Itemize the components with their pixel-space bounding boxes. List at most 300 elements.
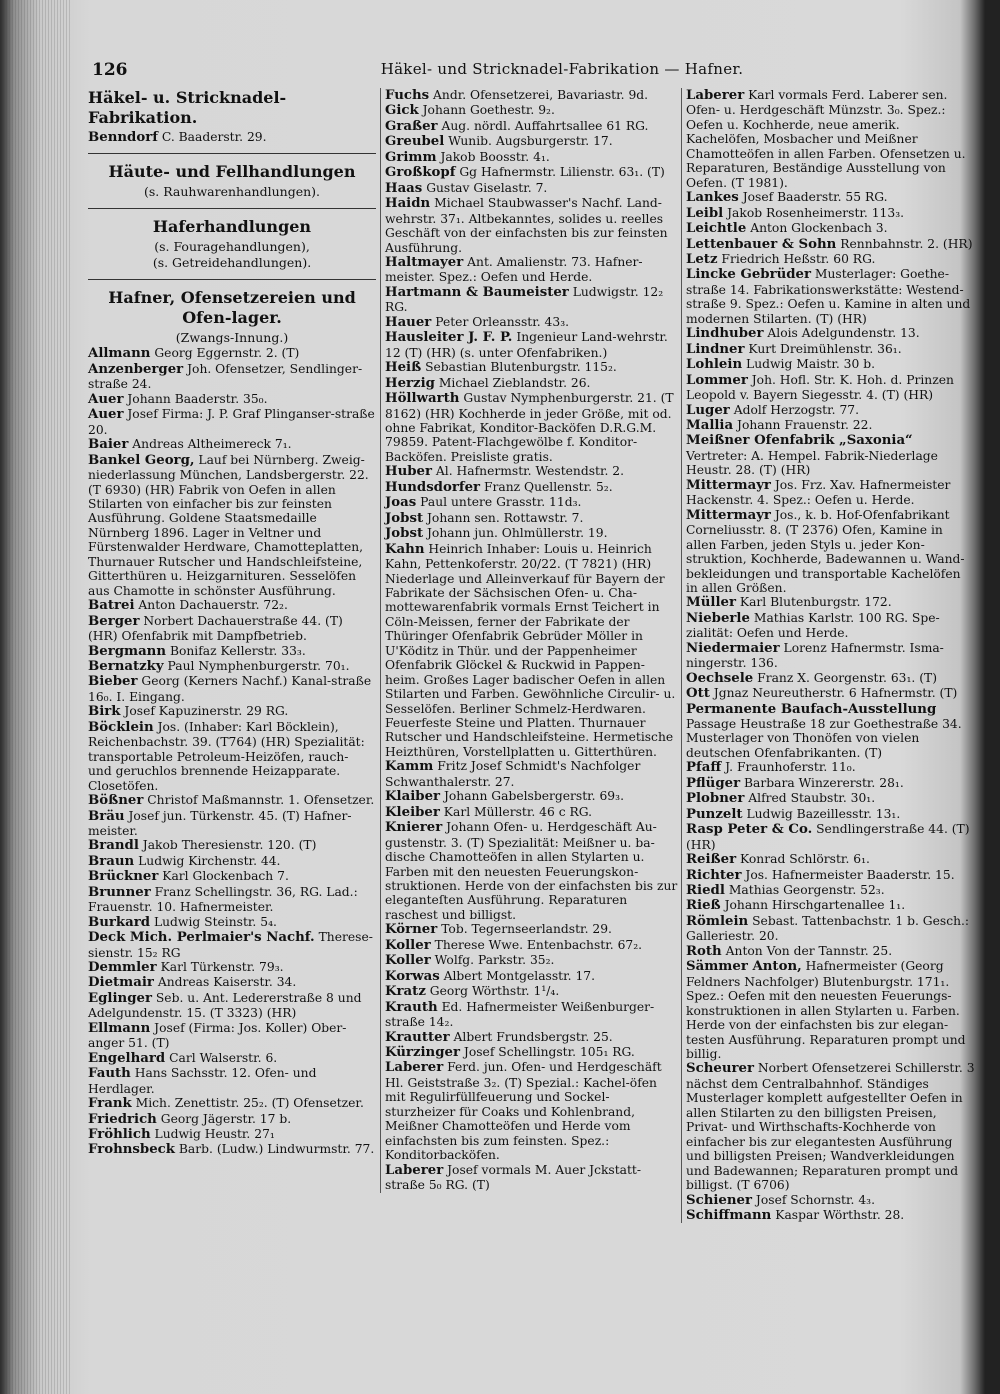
entry-name: Leichtle: [686, 221, 747, 237]
entry-name: Bräu: [88, 808, 125, 824]
directory-entry: [385, 196, 679, 255]
entry-details: Carl Walserstr. 6.: [165, 1050, 278, 1065]
entry-name: Meißner Ofenfabrik „Saxonia“: [686, 433, 913, 449]
entry-details: Andr. Ofensetzerei, Bavariastr. 9d.: [429, 88, 649, 102]
directory-entry: [385, 103, 679, 118]
entry-details: Karl Müllerstr. 46 c RG.: [439, 804, 593, 819]
entry-details: Mathias Karlstr. 100 RG. Spe-zialität: Oefen und Herde.: [686, 610, 940, 641]
entry-name: Brunner: [88, 884, 151, 900]
directory-entry: [385, 255, 679, 285]
entry-name: Korwas: [385, 968, 440, 984]
entry-name: Hundsdorfer: [385, 479, 481, 495]
entry-name: Koller: [385, 937, 431, 953]
section-crossref: (s. Rauhwarenhandlungen).: [143, 184, 321, 200]
directory-entry: [385, 805, 679, 820]
entry-name: Benndorf: [88, 130, 158, 145]
entry-name: Ott: [686, 686, 710, 702]
entry-details: J. Fraunhoferstr. 11₀.: [721, 760, 856, 775]
directory-entry: [88, 1021, 376, 1051]
directory-entry: [686, 206, 976, 221]
entry-name: Rasp Peter & Co.: [686, 822, 813, 838]
entry-name: Frohnsbeck: [88, 1142, 175, 1158]
entry-name: Lommer: [686, 372, 748, 388]
entry-list: [686, 88, 976, 1223]
entry-details: Paul untere Grasstr. 11d₃.: [416, 495, 582, 510]
directory-entry: [686, 883, 976, 898]
section-note: (Zwangs-Innung.): [175, 330, 289, 346]
directory-entry: [385, 315, 679, 330]
section-title-haekel: Häkel- u. Stricknadel-Fabrikation.: [88, 88, 287, 127]
entry-details: Jakob Rosenheimerstr. 113₃.: [723, 205, 905, 220]
directory-entry: [686, 898, 976, 913]
directory-entry: [88, 838, 376, 853]
directory-entry: [385, 391, 679, 464]
running-head: Häkel- und Stricknadel-Fabrikation — Hafner.: [380, 60, 744, 78]
entry-name: Engelhard: [88, 1050, 166, 1066]
entry-name: Niedermaier: [686, 640, 780, 656]
entry-details: Franz Schellingstr. 36, RG. Lad.: Frauenstr. 10. Hafnermeister.: [88, 884, 358, 915]
entry-details: Andreas Kaiserstr. 34.: [153, 975, 297, 990]
directory-entry: [385, 330, 679, 360]
entry-name: Jobst: [385, 526, 424, 542]
entry-details: Sendlingerstraße 44. (T) (HR): [686, 822, 970, 852]
entry-details: Paul Nymphenburgerstr. 70₁.: [163, 658, 350, 673]
directory-entry: [686, 433, 976, 477]
entry-name: Haltmayer: [385, 254, 464, 270]
directory-entry: [385, 1045, 679, 1060]
directory-entry: [88, 1142, 376, 1157]
entry-name: Greubel: [385, 134, 445, 150]
entry-name: Punzelt: [686, 806, 743, 822]
entry-details: Karl vormals Ferd. Laberer sen. Ofen- u. Herdgeschäft Münzstr. 3₀. Spez.: Oefen u. Kochherde, neue amerik. Kachelöfen, Mosbacher und Meißner Chamotteöfen in allen Farben. Ofensetzen u. Reparaturen, Beständige Ausstellung von Oefen. (T 1981).: [686, 88, 966, 190]
entry-name: Laberer: [686, 88, 745, 103]
directory-entry: [385, 1000, 679, 1030]
entry-details: Peter Orleansstr. 43₃.: [431, 314, 570, 329]
directory-entry: [686, 357, 976, 372]
entry-details: Mich. Zenettistr. 25₂. (T) Ofensetzer.: [131, 1096, 364, 1111]
section-title-hafer: Haferhandlungen: [152, 217, 312, 237]
entry-details: Musterlager: Goethe-straße 14. Fabrikationswerkstätte: Westend-straße 9. Spez.: Oefen u. Kamine in alten und modernen Stilarten. (T) (HR): [686, 267, 971, 326]
directory-entry: [686, 868, 976, 883]
entry-details: Ingenieur Land-wehrstr. 12 (T) (HR) (s. unter Ofenfabriken.): [385, 330, 668, 360]
directory-entry: [686, 508, 976, 596]
entry-details: Jos. (Inhaber: Karl Böcklein), Reichenbachstr. 39. (T764) (HR) Spezialität: transportable Petroleum-Heizöfen, rauch- und geruchlos brennende Heizapparate. Closetöfen.: [88, 719, 365, 793]
directory-entry: [686, 776, 976, 791]
entry-details: Ludwig Bazeillesstr. 13₁.: [742, 806, 901, 821]
entry-details: Josef Schornstr. 4₃.: [752, 1192, 875, 1207]
entry-name: Bernatzky: [88, 658, 164, 674]
entry-name: Heiß: [385, 360, 422, 376]
entry-details: Jgnaz Neureutherstr. 6 Hafnermstr. (T): [709, 686, 958, 701]
entry-name: Lohlein: [686, 357, 743, 373]
entry-details: Josef Firma: J. P. Graf Plinganser-straße 20.: [88, 407, 375, 437]
entry-name: Haas: [385, 180, 423, 196]
entry-name: Kratz: [385, 984, 426, 1000]
entry-details: Josef Schellingstr. 105₁ RG.: [459, 1045, 635, 1059]
entry-name: Letz: [686, 251, 718, 267]
entry-name: Riedl: [686, 883, 725, 899]
entry-name: Plobner: [686, 791, 745, 807]
book-spine: [0, 0, 70, 1394]
entry-details: Gg Hafnermstr. Lilienstr. 63₁. (T): [455, 165, 665, 180]
entry-details: Johann Gabelsbergerstr. 69₃.: [440, 789, 624, 804]
entry-details: Wunib. Augsburgerstr. 17.: [444, 134, 613, 149]
directory-entry: [686, 237, 976, 252]
entry-details: Bonifaz Kellerstr. 33₃.: [166, 643, 306, 658]
entry-details: Franz X. Georgenstr. 63₁. (T): [753, 670, 938, 685]
directory-entry: [686, 190, 976, 205]
section-crossref: (s. Fouragehandlungen),: [154, 239, 310, 255]
entry-details: Johann sen. Rottawstr. 7.: [423, 510, 584, 525]
divider: [88, 279, 376, 280]
directory-entry: [686, 822, 976, 852]
entry-name: Leibl: [686, 205, 724, 221]
entry-details: Franz Quellenstr. 5₂.: [480, 479, 613, 494]
entry-name: Dietmair: [88, 975, 154, 991]
directory-entry: [686, 944, 976, 959]
directory-entry: [88, 659, 376, 674]
entry-name: Eglinger: [88, 990, 152, 1006]
entry-details: Heinrich Inhaber: Louis u. Heinrich Kahn, Pettenkoferstr. 20/22. (T 7821) (HR) Niederlage und Alleinverkauf für Bayern der Fabrikate der Sächsischen Ofen- u. Cha-mottewarenfabrik vormals Ernst Teichert in Cöln-Meissen, ferner der Fabrikate der Thüringer Ofenfabrik Gebrüder Möller in U'Köditz in Thür. und der Pappenheimer Ofenfabrik Glöckel & Ruckwid in Pappen-heim. Großes Lager badischer Oefen in allen Stilarten und Farben. Gewöhnliche Circulir- u. Sesselöfen. Berliner Schmelz-Herdwaren. Feuerfeste Steine und Platten. Thurnauer Rutscher und Handschleifsteine. Hermetische Heizthüren, Vorstellplatten u. Gitterthüren.: [385, 541, 676, 759]
entry-name: Haidn: [385, 196, 431, 212]
entry-name: Sämmer Anton,: [686, 959, 802, 975]
entry-name: Schiffmann: [686, 1207, 772, 1223]
directory-entry: [686, 326, 976, 341]
entry-details: Alfred Staubstr. 30₁.: [744, 791, 876, 806]
entry-name: Scheurer: [686, 1061, 754, 1077]
entry-details: Anton Von der Tannstr. 25.: [721, 943, 893, 958]
directory-entry: [385, 542, 679, 760]
directory-entry: [88, 453, 376, 599]
entry-name: Rieß: [686, 898, 721, 914]
entry-name: Lindner: [686, 341, 745, 357]
page-header: [92, 60, 972, 86]
entry-name: Großkopf: [385, 165, 456, 181]
section-entries-haekel: [88, 130, 376, 145]
directory-entry: [88, 991, 376, 1021]
entry-details: Karl Türkenstr. 79₃.: [156, 960, 284, 975]
entry-details: Sebast. Tattenbachstr. 1 b. Gesch.: Galleriestr. 20.: [686, 913, 970, 944]
entry-name: Hausleiter J. F. P.: [385, 330, 513, 346]
directory-entry: [385, 1030, 679, 1045]
entry-details: Michael Zieblandstr. 26.: [434, 375, 591, 390]
section-title-haeute: Häute- und Fellhandlungen: [108, 162, 356, 182]
entry-name: Anzenberger: [88, 361, 184, 377]
directory-entry: [88, 674, 376, 704]
directory-entry: [88, 362, 376, 392]
entry-details: Anton Dachauerstr. 72₂.: [134, 598, 288, 613]
directory-entry: [88, 915, 376, 930]
entry-details: Georg Eggernstr. 2. (T): [150, 346, 300, 361]
entry-name: Fuchs: [385, 88, 430, 103]
directory-entry: [88, 598, 376, 613]
directory-entry: [385, 953, 679, 968]
entry-details: Josef Baaderstr. 55 RG.: [738, 190, 888, 205]
entry-details: Josef vormals M. Auer Jckstatt-straße 5₀ RG. (T): [385, 1162, 642, 1193]
entry-details: Friedrich Heßstr. 60 RG.: [717, 251, 876, 266]
directory-entry: [686, 914, 976, 944]
divider: [88, 208, 376, 209]
entry-name: Huber: [385, 464, 432, 480]
entry-details: Jos. Frz. Xav. Hafnermeister Hackenstr. 4. Spez.: Oefen u. Herde.: [686, 477, 951, 508]
entry-name: Römlein: [686, 913, 749, 929]
entry-details: Johann Goethestr. 9₂.: [418, 103, 555, 118]
entry-name: Joas: [385, 495, 417, 511]
directory-entry: [88, 793, 376, 808]
directory-entry: [88, 869, 376, 884]
entry-details: Barb. (Ludw.) Lindwurmstr. 77.: [174, 1142, 375, 1157]
directory-entry: [88, 1096, 376, 1111]
entry-details: Konrad Schlörstr. 6₁.: [736, 852, 870, 867]
directory-entry: [686, 88, 976, 190]
directory-entry: [88, 1051, 376, 1066]
entry-name: Demmler: [88, 960, 157, 976]
entry-name: Klaiber: [385, 789, 441, 805]
entry-details: Albert Montgelasstr. 17.: [439, 968, 596, 983]
entry-name: Kleiber: [385, 804, 440, 820]
directory-entry: [385, 165, 679, 180]
entry-details: Josef (Firma: Jos. Koller) Ober-anger 51. (T): [88, 1020, 347, 1051]
entry-name: Roth: [686, 943, 722, 959]
entry-details: Anton Glockenbach 3.: [746, 221, 888, 236]
entry-name: Reißer: [686, 852, 737, 868]
directory-entry: [385, 119, 679, 134]
entry-details: Hans Sachsstr. 12. Ofen- und Herdlager.: [88, 1066, 317, 1096]
entry-name: Hartmann & Baumeister: [385, 284, 569, 300]
entry-name: Jobst: [385, 510, 424, 526]
directory-entry: [88, 975, 376, 990]
directory-entry: [385, 526, 679, 541]
entry-details: Therese-sienstr. 15₂ RG: [88, 930, 373, 960]
directory-entry: [686, 852, 976, 867]
entry-name: Lindhuber: [686, 326, 764, 342]
directory-entry: [88, 809, 376, 839]
entry-details: Ludwig Maistr. 30 b.: [742, 357, 876, 372]
directory-entry: [385, 789, 679, 804]
entry-details: Georg (Kerners Nachf.) Kanal-straße 16₀. I. Eingang.: [88, 674, 372, 704]
entry-details: Jos. Hafnermeister Baaderstr. 15.: [741, 867, 955, 882]
entry-details: Vertreter: A. Hempel. Fabrik-Niederlage Heustr. 28. (T) (HR): [686, 448, 938, 478]
entry-name: Pfaff: [686, 760, 722, 776]
entry-name: Lettenbauer & Sohn: [686, 236, 837, 252]
entry-name: Krauth: [385, 999, 438, 1015]
entry-details: Tob. Tegernseerlandstr. 29.: [437, 922, 612, 937]
entry-details: Wolfg. Parkstr. 35₂.: [430, 953, 555, 968]
directory-entry: [385, 969, 679, 984]
entry-name: Höllwarth: [385, 391, 460, 407]
entry-name: Laberer: [385, 1162, 444, 1178]
entry-name: Koller: [385, 953, 431, 969]
entry-name: Grimm: [385, 149, 437, 165]
directory-entry: [385, 360, 679, 375]
entry-details: Josef Kapuzinerstr. 29 RG.: [120, 704, 289, 719]
directory-entry: [385, 511, 679, 526]
directory-entry: [686, 641, 976, 671]
directory-entry: [88, 437, 376, 452]
entry-name: Burkard: [88, 914, 151, 930]
directory-entry: [88, 346, 376, 361]
entry-name: Mallia: [686, 417, 734, 433]
entry-name: Baier: [88, 437, 129, 453]
entry-details: Norbert Dachauerstraße 44. (T) (HR) Ofenfabrik mit Dampfbetrieb.: [88, 613, 343, 644]
directory-entry: [88, 720, 376, 793]
directory-entry: [385, 759, 679, 789]
entry-name: Lincke Gebrüder: [686, 267, 812, 283]
entry-details: Kaspar Wörthstr. 28.: [771, 1207, 905, 1222]
entry-details: Alois Adelgundenstr. 13.: [763, 326, 920, 341]
directory-entry: [686, 267, 976, 326]
directory-entry: [686, 1193, 976, 1208]
directory-entry: [686, 671, 976, 686]
entry-name: Pflüger: [686, 775, 741, 791]
entry-details: Michael Staubwasser's Nachf. Land-wehrstr. 37₁. Altbekanntes, solides u. reelles Geschäft von der einfachsten bis zur feinsten Ausführung.: [385, 196, 668, 255]
entry-details: Ferd. jun. Ofen- und Herdgeschäft Hl. Geiststraße 3₂. (T) Spezial.: Kachel-öfen mit Regulirfüllfeuerung und Sockel-sturzheizer für Coaks und Kohlenbrand, Meißner Chamotteöfen und Herde vom einfachsten bis zum feinsten. Spez.: Konditorbacköfen.: [385, 1060, 662, 1163]
entry-name: Brückner: [88, 869, 159, 885]
entry-name: Berger: [88, 613, 140, 629]
directory-entry: [686, 791, 976, 806]
entry-details: Ludwig Kirchenstr. 44.: [134, 853, 281, 868]
entry-name: Körner: [385, 922, 438, 938]
entry-details: Karl Glockenbach 7.: [158, 869, 289, 884]
entry-name: Kürzinger: [385, 1045, 460, 1060]
entry-details: Ludwig Heustr. 27₁: [150, 1127, 275, 1142]
entry-name: Brandl: [88, 838, 139, 854]
entry-details: Fritz Josef Schmidt's Nachfolger Schwanthalerstr. 27.: [385, 759, 641, 789]
entry-name: Allmann: [88, 346, 151, 362]
entry-name: Kamm: [385, 759, 434, 775]
entry-details: Ant. Amalienstr. 73. Hafner-meister. Spez.: Oefen und Herde.: [385, 254, 643, 285]
directory-entry: [385, 376, 679, 391]
entry-details: Jos., k. b. Hof-Ofenfabrikant Corneliusstr. 8. (T 2376) Ofen, Kamine in allen Farben, jeden Styls u. jeder Kon-struktion, Kochherde, Badewannen u. Wand-bekleidungen und transportable Kachelöfen in allen Größen.: [686, 507, 965, 595]
entry-name: Mittermayr: [686, 507, 771, 523]
section-crossref: (s. Getreidehandlungen).: [152, 255, 312, 271]
directory-entry: [88, 704, 376, 719]
directory-entry: [686, 373, 976, 403]
directory-entry: [686, 595, 976, 610]
directory-entry: [686, 1208, 976, 1223]
entry-name: Laberer: [385, 1060, 444, 1076]
directory-entry: [686, 221, 976, 236]
directory-entry: [88, 130, 376, 145]
entry-name: Luger: [686, 402, 730, 418]
entry-name: Gick: [385, 103, 419, 119]
directory-entry: [88, 1127, 376, 1142]
entry-details: Kurt Dreimühlenstr. 36₁.: [744, 341, 902, 356]
directory-entry: [385, 922, 679, 937]
entry-details: Johann Hirschgartenallee 1₁.: [720, 898, 906, 913]
entry-name: Schiener: [686, 1192, 753, 1208]
entry-name: Bößner: [88, 793, 144, 809]
directory-entry: [686, 478, 976, 508]
entry-details: Johann Baaderstr. 35₀.: [123, 391, 268, 406]
directory-entry: [686, 403, 976, 418]
entry-details: Georg Jägerstr. 17 b.: [156, 1111, 292, 1126]
directory-entry: [88, 854, 376, 869]
directory-entry: [88, 614, 376, 644]
entry-list: [385, 88, 679, 1193]
directory-entry: [385, 464, 679, 479]
directory-entry: [686, 1061, 976, 1192]
directory-entry: [88, 885, 376, 915]
entry-details: Al. Hafnermstr. Westendstr. 2.: [432, 464, 625, 479]
entry-details: C. Baaderstr. 29.: [157, 130, 267, 144]
entry-name: Deck Mich. Perlmaier's Nachf.: [88, 930, 315, 946]
column-1: [88, 88, 376, 1158]
entry-name: Frank: [88, 1096, 132, 1112]
entry-details: Norbert Ofensetzerei Schillerstr. 3 nächst dem Centralbahnhof. Ständiges Musterlager komplett aufgestellter Oefen in allen Stilarten zu den billigsten Preisen, Privat- und Wirthschafts-Kochherde von einfacher bis zur elegantesten Ausführung und billigsten Preisen; Wandverkleidungen und Badewannen; Reparaturen prompt und billigst. (T 6706): [686, 1061, 975, 1193]
directory-entry: [385, 150, 679, 165]
entry-details: Ed. Hafnermeister Weißenburger-straße 14₂.: [385, 999, 655, 1030]
entry-name: Batrei: [88, 598, 135, 614]
entry-name: Fröhlich: [88, 1127, 151, 1143]
entry-details: Johann jun. Ohlmüllerstr. 19.: [423, 526, 608, 541]
entry-details: Lorenz Hafnermstr. Isma-ningerstr. 136.: [686, 640, 944, 671]
entry-details: Ludwigstr. 12₂ RG.: [385, 284, 664, 315]
directory-entry: [88, 1066, 376, 1096]
entry-details: Andreas Altheimereck 7₁.: [128, 437, 292, 452]
directory-entry: [686, 418, 976, 433]
entry-name: Birk: [88, 704, 121, 720]
entry-details: Johann Frauenstr. 22.: [733, 417, 873, 432]
directory-entry: [385, 1163, 679, 1193]
directory-entry: [385, 1060, 679, 1162]
directory-entry: [385, 134, 679, 149]
directory-entry: [385, 984, 679, 999]
entry-name: Ellmann: [88, 1020, 151, 1036]
directory-entry: [88, 644, 376, 659]
directory-entry: [385, 181, 679, 196]
entry-name: Auer: [88, 407, 124, 423]
entry-name: Friedrich: [88, 1111, 157, 1127]
entry-name: Bieber: [88, 674, 138, 690]
directory-entry: [686, 252, 976, 267]
directory-entry: [686, 807, 976, 822]
directory-entry: [686, 611, 976, 641]
entry-name: Fauth: [88, 1066, 131, 1082]
entry-details: Mathias Georgenstr. 52₃.: [724, 883, 885, 898]
directory-entry: [385, 480, 679, 495]
entry-name: Nieberle: [686, 610, 750, 626]
entry-details: Barbara Winzererstr. 28₁.: [740, 775, 904, 790]
entry-details: Ludwig Steinstr. 5₄.: [150, 914, 277, 929]
entry-name: Hauer: [385, 314, 432, 330]
entry-name: Braun: [88, 853, 135, 869]
directory-entry: [686, 702, 976, 761]
entry-details: Adolf Herzogstr. 77.: [729, 402, 860, 417]
entry-name: Herzig: [385, 375, 435, 391]
entry-details: Christof Maßmannstr. 1. Ofensetzer.: [143, 793, 375, 808]
entry-name: Permanente Baufach-Ausstellung: [686, 701, 937, 717]
column-2: [380, 88, 679, 1193]
entry-name: Knierer: [385, 820, 443, 836]
section-title-hafner: Hafner, Ofensetzereien und Ofen-lager.: [108, 288, 356, 328]
entry-name: Kahn: [385, 541, 425, 557]
entry-name: Mittermayr: [686, 477, 771, 493]
directory-entry: [686, 342, 976, 357]
directory-entry: [88, 930, 376, 960]
entry-details: Johann Ofen- u. Herdgeschäft Au-gustenstr. 3. (T) Spezialität: Meißner u. ba-dische Chamotteöfen in allen Stylarten u. Farben mit den neuesten Feuerungskon-struktionen. Herde von der einfachsten bis zur eleganteſten Ausführung. Reparaturen raschest und billigst.: [385, 820, 678, 922]
divider: [88, 153, 376, 154]
directory-entry: [385, 88, 679, 103]
entry-details: Joh. Ofensetzer, Sendlinger-straße 24.: [88, 361, 363, 392]
entry-details: Rennbahnstr. 2. (HR): [836, 236, 973, 251]
entry-details: Jakob Boosstr. 4₁.: [436, 149, 550, 164]
entry-name: Böcklein: [88, 719, 154, 735]
entry-details: Albert Frundsbergstr. 25.: [449, 1029, 613, 1044]
entry-name: Oechsele: [686, 670, 754, 686]
entry-details: Gustav Giselastr. 7.: [422, 180, 548, 195]
entry-name: Lankes: [686, 190, 739, 206]
